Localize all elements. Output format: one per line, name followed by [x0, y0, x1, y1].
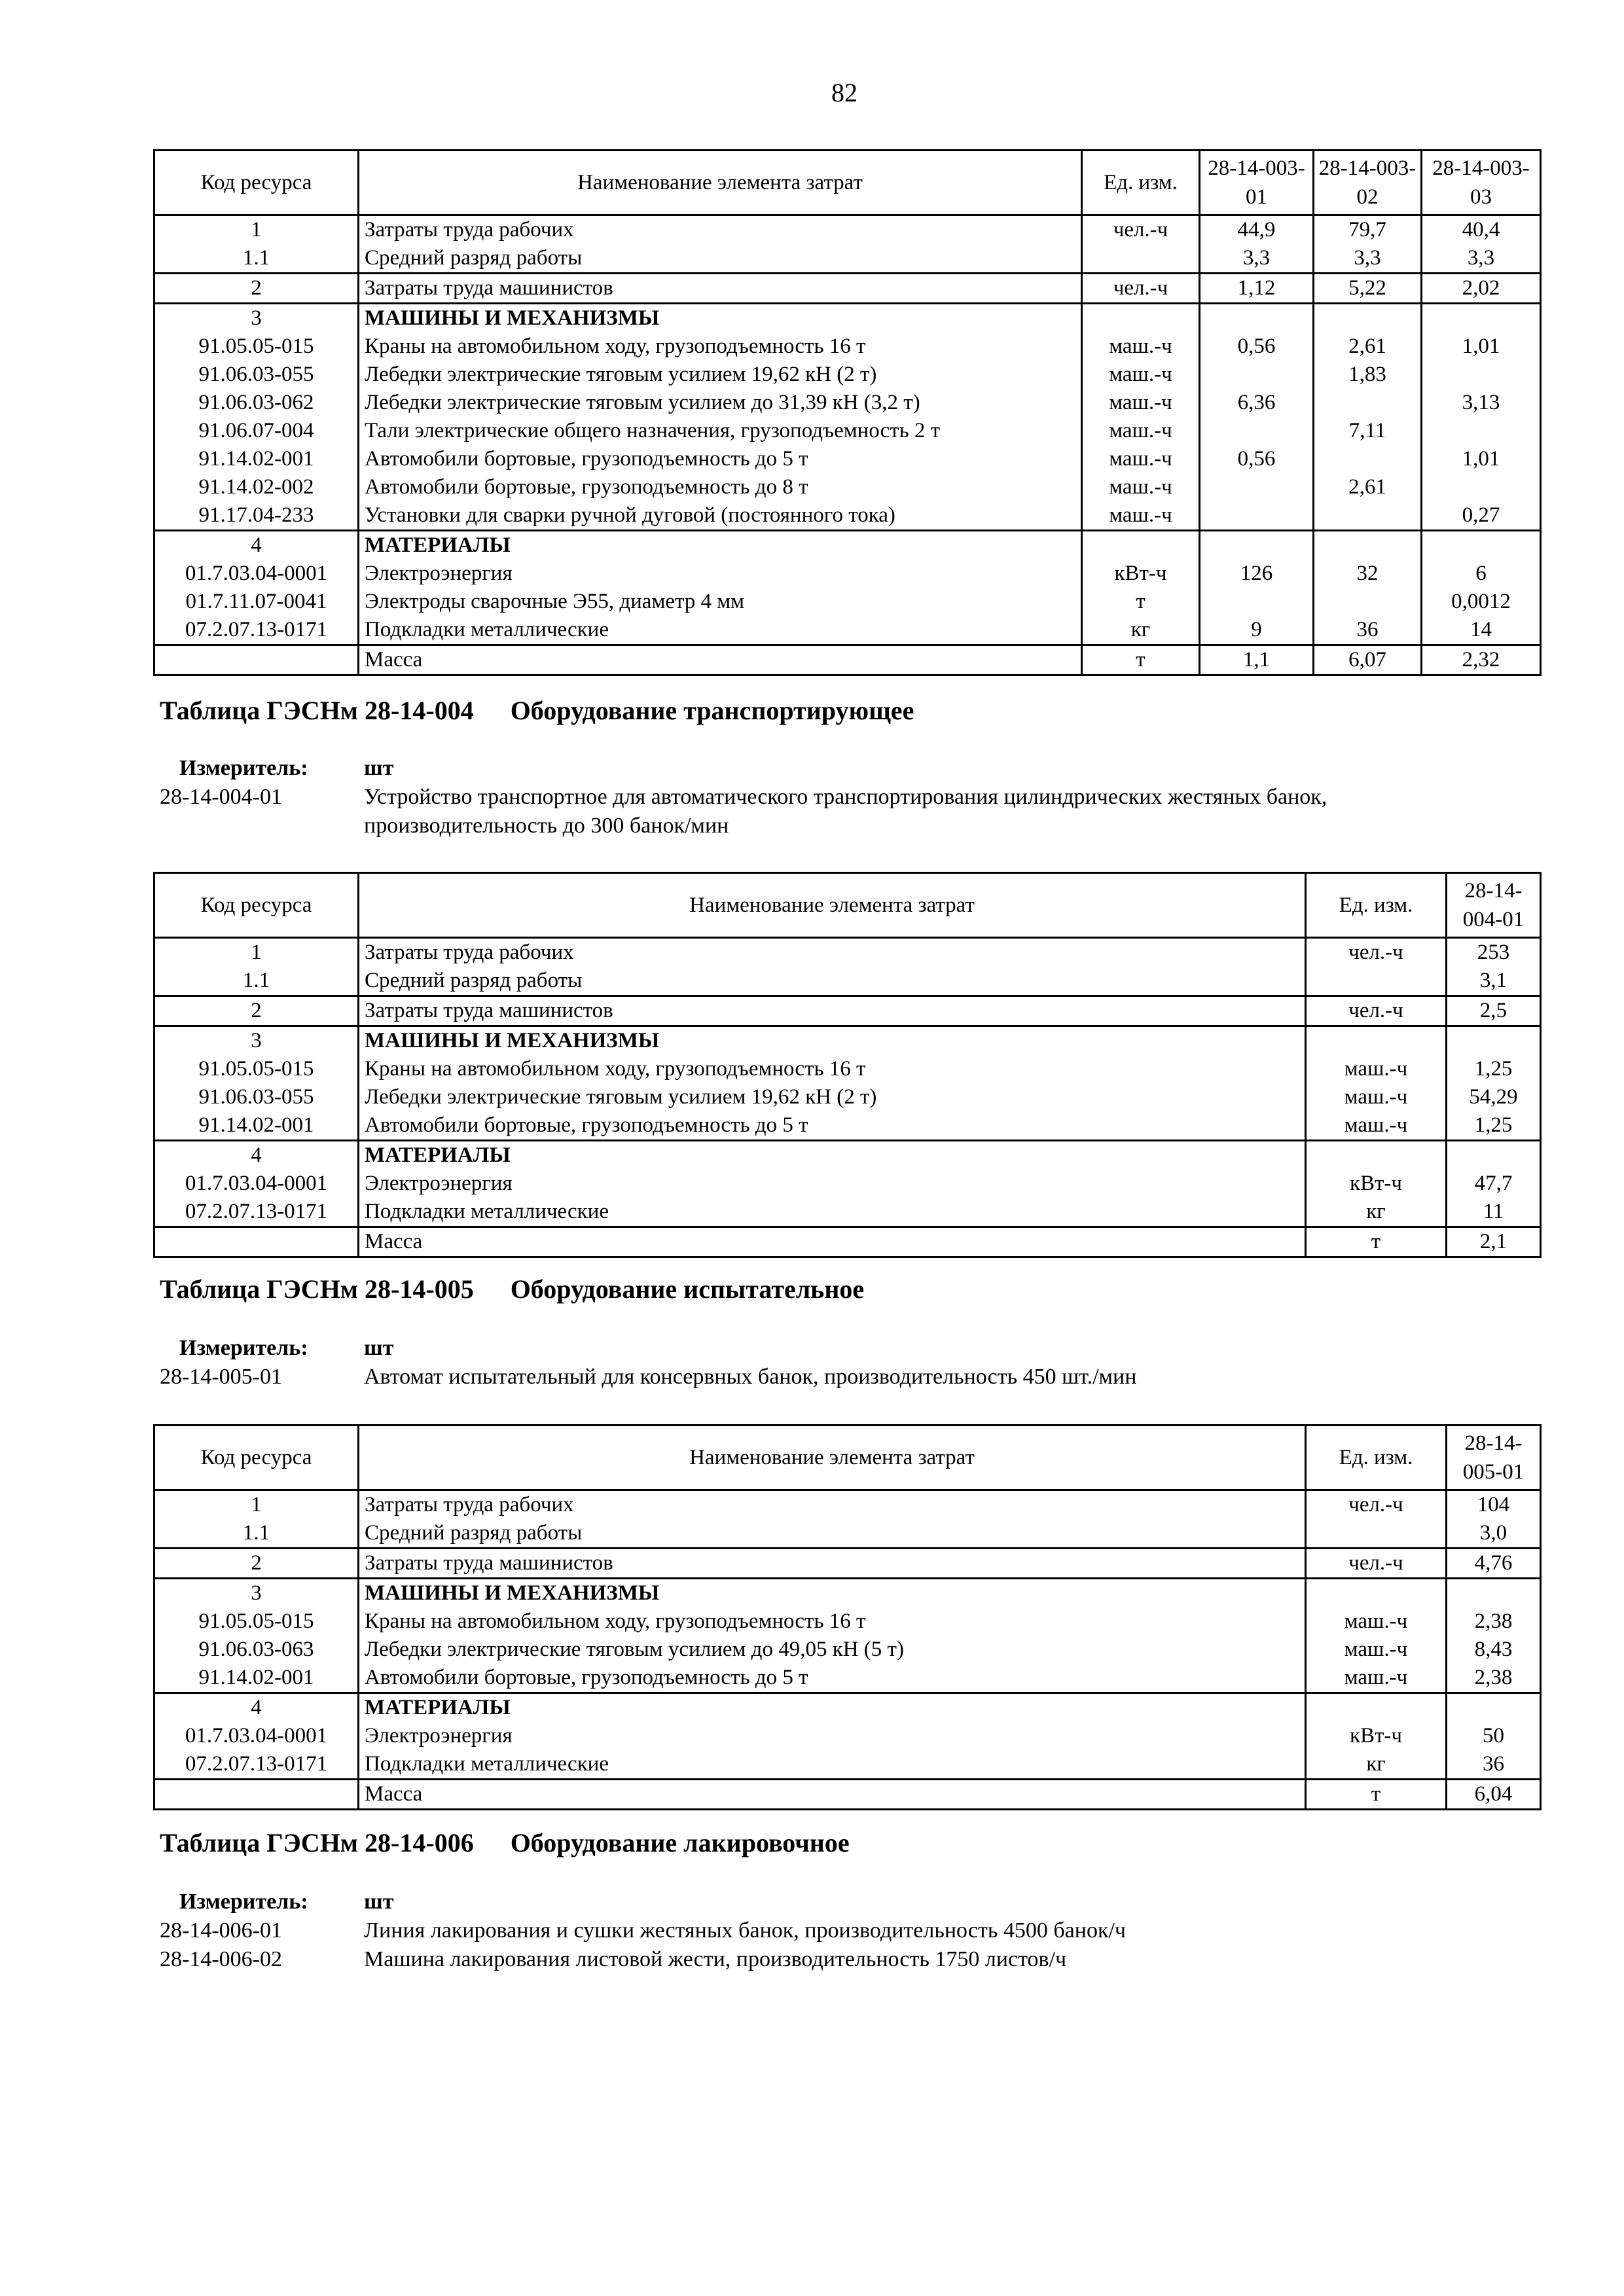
resource-group — [154, 1026, 1541, 1141]
cost-element-name-cell: МАТЕРИАЛЫ — [359, 531, 1082, 560]
resource-code-cell: 91.14.02-001 — [154, 445, 359, 473]
table-row — [154, 588, 1541, 616]
value-cell — [1422, 304, 1541, 333]
page-number: 82 — [831, 78, 857, 107]
value-cell: 8,43 — [1447, 1636, 1541, 1664]
unit-cell: т — [1082, 588, 1200, 616]
cost-element-name-cell: Масса — [359, 1780, 1306, 1810]
unit-cell: маш.-ч — [1082, 445, 1200, 473]
table-row — [154, 445, 1541, 473]
table-row — [154, 473, 1541, 501]
cost-element-name-cell: Затраты труда рабочих — [359, 1490, 1306, 1520]
cost-element-name-cell: МАТЕРИАЛЫ — [359, 1693, 1306, 1723]
resource-code-cell — [154, 1227, 359, 1257]
cost-element-name-cell: Масса — [359, 645, 1082, 675]
resource-code-cell: 91.05.05-015 — [154, 1607, 359, 1636]
header-unit: Ед. изм. — [1306, 1426, 1447, 1490]
unit-cell: кг — [1306, 1198, 1447, 1227]
resource-code-cell: 91.14.02-001 — [154, 1664, 359, 1693]
unit-cell: т — [1306, 1227, 1447, 1257]
cost-element-name-cell: Затраты труда машинистов — [359, 1549, 1306, 1579]
resource-code-cell: 91.17.04-233 — [154, 501, 359, 531]
value-cell: 7,11 — [1314, 417, 1422, 445]
table-row — [154, 1083, 1541, 1111]
unit-cell — [1082, 244, 1200, 274]
resource-group — [154, 645, 1541, 675]
cost-table-28-14-003 — [153, 149, 1542, 676]
table-row — [154, 1519, 1541, 1549]
value-cell: 6 — [1422, 560, 1541, 588]
cost-table-28-14-005 — [153, 1424, 1542, 1810]
resource-code-cell: 4 — [154, 1141, 359, 1170]
unit-cell: маш.-ч — [1306, 1636, 1447, 1664]
value-cell — [1200, 473, 1314, 501]
table-row — [154, 332, 1541, 361]
norm-description: Машина лакирования листовой жести, производительность 1750 листов/ч — [364, 1947, 1067, 1971]
unit-cell: чел.-ч — [1306, 1549, 1447, 1579]
resource-code-cell: 1 — [154, 938, 359, 967]
unit-cell: маш.-ч — [1306, 1055, 1447, 1083]
cost-element-name-cell: Электроэнергия — [359, 560, 1082, 588]
resource-code-cell: 1 — [154, 215, 359, 245]
value-cell: 9 — [1200, 616, 1314, 645]
value-cell: 1,1 — [1200, 645, 1314, 675]
measure-label: Измеритель: — [179, 756, 308, 780]
measure-block-28-14-004 — [160, 754, 1327, 840]
measure-value: шт — [364, 756, 394, 780]
unit-cell — [1306, 967, 1447, 996]
measure-value: шт — [364, 1336, 394, 1360]
table-row — [154, 389, 1541, 417]
header-norm-code: 28-14-005-01 — [1447, 1426, 1541, 1490]
value-cell: 6,36 — [1200, 389, 1314, 417]
value-cell: 14 — [1422, 616, 1541, 645]
resource-code-cell: 2 — [154, 1549, 359, 1579]
value-cell — [1314, 445, 1422, 473]
value-cell — [1200, 361, 1314, 389]
value-cell: 4,76 — [1447, 1549, 1541, 1579]
value-cell: 1,01 — [1422, 332, 1541, 361]
resource-group — [154, 215, 1541, 274]
value-cell: 2,32 — [1422, 645, 1541, 675]
resource-code-cell: 4 — [154, 1693, 359, 1723]
cost-element-name-cell: Установки для сварки ручной дуговой (постоянного тока) — [359, 501, 1082, 531]
resource-code-cell: 3 — [154, 1579, 359, 1608]
value-cell — [1422, 361, 1541, 389]
cost-element-name-cell: Затраты труда рабочих — [359, 215, 1082, 245]
table-row — [154, 501, 1541, 531]
table-row — [154, 967, 1541, 996]
value-cell: 11 — [1447, 1198, 1541, 1227]
cost-element-name-cell: Масса — [359, 1227, 1306, 1257]
resource-code-cell: 1 — [154, 1490, 359, 1520]
value-cell: 3,3 — [1200, 244, 1314, 274]
resource-code-cell: 91.06.03-055 — [154, 1083, 359, 1111]
cost-element-name-cell: Средний разряд работы — [359, 244, 1082, 274]
cost-element-name-cell: Тали электрические общего назначения, грузоподъемность 2 т — [359, 417, 1082, 445]
value-cell: 32 — [1314, 560, 1422, 588]
value-cell: 3,3 — [1314, 244, 1422, 274]
resource-code-cell: 2 — [154, 274, 359, 304]
resource-group — [154, 1780, 1541, 1810]
value-cell — [1200, 588, 1314, 616]
value-cell — [1314, 588, 1422, 616]
table-row — [154, 1722, 1541, 1750]
value-cell: 0,0012 — [1422, 588, 1541, 616]
unit-cell: чел.-ч — [1306, 996, 1447, 1026]
table-row — [154, 1170, 1541, 1198]
value-cell: 36 — [1447, 1750, 1541, 1780]
value-cell: 253 — [1447, 938, 1541, 967]
unit-cell: чел.-ч — [1082, 274, 1200, 304]
table-row — [154, 531, 1541, 560]
resource-code-cell: 91.06.07-004 — [154, 417, 359, 445]
value-cell: 2,61 — [1314, 473, 1422, 501]
table-row — [154, 616, 1541, 645]
table-heading-28-14-005 — [160, 1274, 864, 1304]
resource-group — [154, 996, 1541, 1026]
table-title: Оборудование транспортирующее — [510, 696, 914, 725]
table-row — [154, 244, 1541, 274]
resource-code-cell: 91.06.03-055 — [154, 361, 359, 389]
norm-code: 28-14-005-01 — [160, 1365, 282, 1389]
cost-element-name-cell: Лебедки электрические тяговым усилием 19,62 кН (2 т) — [359, 1083, 1306, 1111]
resource-group — [154, 1549, 1541, 1579]
cost-element-name-cell: Автомобили бортовые, грузоподъемность до 5 т — [359, 1664, 1306, 1693]
unit-cell: т — [1082, 645, 1200, 675]
table-row — [154, 996, 1541, 1026]
value-cell: 79,7 — [1314, 215, 1422, 245]
table-label: Таблица ГЭСНм 28-14-006 — [160, 1828, 474, 1857]
resource-code-cell: 01.7.11.07-0041 — [154, 588, 359, 616]
value-cell: 50 — [1447, 1722, 1541, 1750]
unit-cell: маш.-ч — [1082, 389, 1200, 417]
value-cell — [1200, 304, 1314, 333]
norm-code: 28-14-006-02 — [160, 1947, 282, 1971]
unit-cell — [1306, 1579, 1447, 1608]
table-row — [154, 1141, 1541, 1170]
unit-cell: маш.-ч — [1082, 361, 1200, 389]
resource-code-cell: 3 — [154, 1026, 359, 1056]
cost-element-name-cell: МАШИНЫ И МЕХАНИЗМЫ — [359, 304, 1082, 333]
value-cell: 0,56 — [1200, 445, 1314, 473]
unit-cell: чел.-ч — [1082, 215, 1200, 245]
cost-element-name-cell: МАШИНЫ И МЕХАНИЗМЫ — [359, 1579, 1306, 1608]
value-cell — [1422, 473, 1541, 501]
cost-element-name-cell: Подкладки металлические — [359, 1750, 1306, 1780]
value-cell — [1422, 531, 1541, 560]
resource-code-cell: 3 — [154, 304, 359, 333]
value-cell: 54,29 — [1447, 1083, 1541, 1111]
resource-code-cell: 91.05.05-015 — [154, 1055, 359, 1083]
cost-element-name-cell: Затраты труда машинистов — [359, 996, 1306, 1026]
resource-code-cell: 91.14.02-001 — [154, 1111, 359, 1141]
resource-code-cell: 91.06.03-063 — [154, 1636, 359, 1664]
unit-cell: маш.-ч — [1306, 1083, 1447, 1111]
table-row — [154, 1227, 1541, 1257]
cost-element-name-cell: Затраты труда рабочих — [359, 938, 1306, 967]
header-cost-element-name: Наименование элемента затрат — [359, 873, 1306, 938]
value-cell — [1314, 501, 1422, 531]
unit-cell — [1306, 1141, 1447, 1170]
resource-code-cell: 1.1 — [154, 244, 359, 274]
value-cell: 6,04 — [1447, 1780, 1541, 1810]
table-row — [154, 361, 1541, 389]
cost-table-28-14-004 — [153, 872, 1542, 1258]
unit-cell: маш.-ч — [1306, 1607, 1447, 1636]
value-cell — [1314, 531, 1422, 560]
resource-group — [154, 1227, 1541, 1257]
unit-cell: кВт-ч — [1306, 1722, 1447, 1750]
unit-cell — [1306, 1519, 1447, 1549]
table-row — [154, 645, 1541, 675]
value-cell: 2,5 — [1447, 996, 1541, 1026]
resource-code-cell: 91.05.05-015 — [154, 332, 359, 361]
unit-cell: маш.-ч — [1082, 417, 1200, 445]
value-cell: 2,02 — [1422, 274, 1541, 304]
cost-element-name-cell: Электроэнергия — [359, 1722, 1306, 1750]
norm-description: Линия лакирования и сушки жестяных банок, производительность 4500 банок/ч — [364, 1918, 1127, 1943]
unit-cell: маш.-ч — [1082, 501, 1200, 531]
resource-code-cell: 01.7.03.04-0001 — [154, 1722, 359, 1750]
resource-code-cell: 91.14.02-002 — [154, 473, 359, 501]
header-norm-code: 28-14-003-02 — [1314, 151, 1422, 215]
cost-element-name-cell: МАТЕРИАЛЫ — [359, 1141, 1306, 1170]
value-cell — [1447, 1026, 1541, 1056]
value-cell: 126 — [1200, 560, 1314, 588]
table-row — [154, 938, 1541, 967]
unit-cell: кг — [1082, 616, 1200, 645]
table-row — [154, 1111, 1541, 1141]
norm-description-continued: производительность до 300 банок/мин — [364, 814, 729, 838]
resource-code-cell: 07.2.07.13-0171 — [154, 1198, 359, 1227]
unit-cell: маш.-ч — [1082, 332, 1200, 361]
value-cell: 0,56 — [1200, 332, 1314, 361]
table-row — [154, 1579, 1541, 1608]
resource-code-cell — [154, 1780, 359, 1810]
header-resource-code: Код ресурса — [154, 1426, 359, 1490]
table-row — [154, 560, 1541, 588]
value-cell: 2,38 — [1447, 1664, 1541, 1693]
table-row — [154, 1026, 1541, 1056]
resource-group — [154, 304, 1541, 531]
cost-element-name-cell: Лебедки электрические тяговым усилием 19,62 кН (2 т) — [359, 361, 1082, 389]
table-label: Таблица ГЭСНм 28-14-004 — [160, 696, 474, 725]
table-heading-28-14-004 — [160, 695, 914, 726]
header-norm-code: 28-14-003-03 — [1422, 151, 1541, 215]
resource-group — [154, 1693, 1541, 1780]
header-resource-code: Код ресурса — [154, 873, 359, 938]
cost-element-name-cell: Затраты труда машинистов — [359, 274, 1082, 304]
cost-element-name-cell: Краны на автомобильном ходу, грузоподъемность 16 т — [359, 1055, 1306, 1083]
value-cell — [1422, 417, 1541, 445]
table-heading-28-14-006 — [160, 1827, 850, 1858]
value-cell: 5,22 — [1314, 274, 1422, 304]
header-unit: Ед. изм. — [1082, 151, 1200, 215]
unit-cell: маш.-ч — [1082, 473, 1200, 501]
value-cell: 2,1 — [1447, 1227, 1541, 1257]
value-cell: 104 — [1447, 1490, 1541, 1520]
table-row — [154, 304, 1541, 333]
table-row — [154, 274, 1541, 304]
value-cell: 44,9 — [1200, 215, 1314, 245]
header-cost-element-name: Наименование элемента затрат — [359, 151, 1082, 215]
value-cell: 2,38 — [1447, 1607, 1541, 1636]
table-row — [154, 1693, 1541, 1723]
table-title: Оборудование испытательное — [510, 1274, 865, 1304]
cost-element-name-cell: Автомобили бортовые, грузоподъемность до 8 т — [359, 473, 1082, 501]
value-cell: 40,4 — [1422, 215, 1541, 245]
table-row — [154, 1198, 1541, 1227]
unit-cell: кг — [1306, 1750, 1447, 1780]
value-cell: 1,25 — [1447, 1055, 1541, 1083]
unit-cell — [1082, 531, 1200, 560]
unit-cell: маш.-ч — [1306, 1111, 1447, 1141]
resource-code-cell: 01.7.03.04-0001 — [154, 1170, 359, 1198]
cost-element-name-cell: Краны на автомобильном ходу, грузоподъемность 16 т — [359, 332, 1082, 361]
value-cell: 2,61 — [1314, 332, 1422, 361]
cost-element-name-cell: Лебедки электрические тяговым усилием до 31,39 кН (3,2 т) — [359, 389, 1082, 417]
table-header-row — [154, 1426, 1541, 1490]
unit-cell: чел.-ч — [1306, 938, 1447, 967]
unit-cell: т — [1306, 1780, 1447, 1810]
resource-code-cell: 1.1 — [154, 1519, 359, 1549]
table-row — [154, 1780, 1541, 1810]
measure-block-28-14-005 — [160, 1334, 1136, 1391]
table-title: Оборудование лакировочное — [510, 1828, 850, 1857]
measure-label: Измеритель: — [179, 1336, 308, 1360]
norm-description: Устройство транспортное для автоматического транспортирования цилиндрических жестяных банок, — [364, 785, 1327, 809]
resource-group — [154, 1141, 1541, 1227]
resource-group — [154, 1490, 1541, 1549]
value-cell — [1447, 1693, 1541, 1723]
norm-description: Автомат испытательный для консервных банок, производительность 450 шт./мин — [364, 1365, 1137, 1389]
resource-code-cell: 01.7.03.04-0001 — [154, 560, 359, 588]
table-row — [154, 1549, 1541, 1579]
table-row — [154, 1636, 1541, 1664]
header-norm-code: 28-14-003-01 — [1200, 151, 1314, 215]
value-cell: 0,27 — [1422, 501, 1541, 531]
value-cell — [1200, 417, 1314, 445]
resource-group — [154, 531, 1541, 645]
resource-code-cell: 2 — [154, 996, 359, 1026]
value-cell — [1447, 1141, 1541, 1170]
value-cell: 1,12 — [1200, 274, 1314, 304]
value-cell — [1314, 304, 1422, 333]
value-cell — [1200, 501, 1314, 531]
unit-cell: кВт-ч — [1306, 1170, 1447, 1198]
cost-element-name-cell: Лебедки электрические тяговым усилием до 49,05 кН (5 т) — [359, 1636, 1306, 1664]
value-cell: 36 — [1314, 616, 1422, 645]
header-unit: Ед. изм. — [1306, 873, 1447, 938]
unit-cell — [1306, 1026, 1447, 1056]
value-cell: 1,01 — [1422, 445, 1541, 473]
resource-code-cell: 91.06.03-062 — [154, 389, 359, 417]
measure-label: Измеритель: — [179, 1890, 308, 1914]
resource-code-cell: 4 — [154, 531, 359, 560]
cost-element-name-cell: Электроэнергия — [359, 1170, 1306, 1198]
table-row — [154, 1664, 1541, 1693]
unit-cell: кВт-ч — [1082, 560, 1200, 588]
table-row — [154, 1750, 1541, 1780]
resource-group — [154, 1579, 1541, 1693]
unit-cell: чел.-ч — [1306, 1490, 1447, 1520]
value-cell: 47,7 — [1447, 1170, 1541, 1198]
cost-element-name-cell: Средний разряд работы — [359, 967, 1306, 996]
table-row — [154, 1055, 1541, 1083]
value-cell — [1200, 531, 1314, 560]
header-cost-element-name: Наименование элемента затрат — [359, 1426, 1306, 1490]
cost-element-name-cell: Подкладки металлические — [359, 616, 1082, 645]
header-norm-code: 28-14-004-01 — [1447, 873, 1541, 938]
header-resource-code: Код ресурса — [154, 151, 359, 215]
table-row — [154, 417, 1541, 445]
resource-group — [154, 938, 1541, 996]
value-cell: 6,07 — [1314, 645, 1422, 675]
value-cell: 3,13 — [1422, 389, 1541, 417]
value-cell: 1,83 — [1314, 361, 1422, 389]
value-cell: 1,25 — [1447, 1111, 1541, 1141]
value-cell: 3,0 — [1447, 1519, 1541, 1549]
cost-element-name-cell: Автомобили бортовые, грузоподъемность до 5 т — [359, 445, 1082, 473]
cost-element-name-cell: Средний разряд работы — [359, 1519, 1306, 1549]
cost-element-name-cell: Электроды сварочные Э55, диаметр 4 мм — [359, 588, 1082, 616]
table-header-row — [154, 151, 1541, 215]
value-cell: 3,1 — [1447, 967, 1541, 996]
resource-code-cell: 07.2.07.13-0171 — [154, 1750, 359, 1780]
table-row — [154, 1490, 1541, 1520]
norm-code: 28-14-004-01 — [160, 785, 282, 809]
measure-block-28-14-006 — [160, 1888, 1126, 1974]
cost-element-name-cell: Краны на автомобильном ходу, грузоподъемность 16 т — [359, 1607, 1306, 1636]
value-cell: 3,3 — [1422, 244, 1541, 274]
value-cell — [1447, 1579, 1541, 1608]
unit-cell — [1306, 1693, 1447, 1723]
unit-cell — [1082, 304, 1200, 333]
measure-value: шт — [364, 1890, 394, 1914]
cost-element-name-cell: Подкладки металлические — [359, 1198, 1306, 1227]
cost-element-name-cell: МАШИНЫ И МЕХАНИЗМЫ — [359, 1026, 1306, 1056]
unit-cell: маш.-ч — [1306, 1664, 1447, 1693]
resource-code-cell: 1.1 — [154, 967, 359, 996]
norm-code: 28-14-006-01 — [160, 1918, 282, 1943]
table-label: Таблица ГЭСНм 28-14-005 — [160, 1274, 474, 1304]
resource-code-cell: 07.2.07.13-0171 — [154, 616, 359, 645]
value-cell — [1314, 389, 1422, 417]
resource-code-cell — [154, 645, 359, 675]
resource-group — [154, 274, 1541, 304]
table-row — [154, 215, 1541, 245]
cost-element-name-cell: Автомобили бортовые, грузоподъемность до 5 т — [359, 1111, 1306, 1141]
table-row — [154, 1607, 1541, 1636]
table-header-row — [154, 873, 1541, 938]
